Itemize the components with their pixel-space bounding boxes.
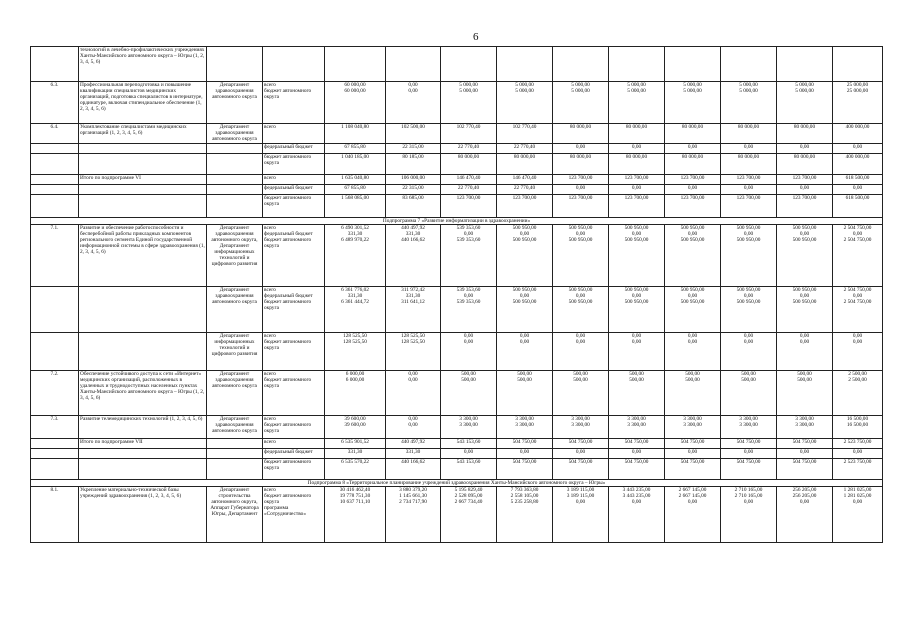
row-code [31,175,79,185]
amount-cell: 0,00 [721,144,777,154]
amount-cell: 0,00 0,00 [777,333,833,371]
amount-cell: 500 950,00 0,00 500 950,00 [721,287,777,333]
amount-cell: 500 950,00 0,00 500 950,00 [721,225,777,287]
amount-cell: 83 685,00 [386,195,441,218]
activity-name [79,195,207,218]
amount-cell: 400 000,00 [833,124,883,144]
funding-source: всего бюджет автономного округа [263,82,325,124]
amount-cell: 0,00 [721,449,777,459]
amount-cell: 0,00 [553,185,609,195]
amount-cell: 80 000,00 [553,124,609,144]
subprogram-title: Подпрограмма 8 «Территориальное планирование учреждений здравоохранения Ханты-Мансийского автономного округа – Югры» [31,480,883,487]
amount-cell: 123 700,00 [497,195,553,218]
amount-cell: 2 504 750,00 0,00 2 504 750,00 [833,287,883,333]
amount-cell: 3 300,00 3 300,00 [721,416,777,439]
amount-cell: 0,00 0,00 [386,371,441,416]
activity-name [79,287,207,333]
amount-cell: 0,00 0,00 [833,333,883,371]
amount-cell: 504 750,00 [665,459,721,480]
funding-source: всего [263,439,325,449]
amount-cell: 6 490 301,52 331,30 6 489 970,22 [325,225,386,287]
table-row [31,449,883,459]
amount-cell: 500,00 500,00 [553,371,609,416]
table-row [31,225,883,287]
row-code [31,144,79,154]
funding-source: всего бюджет автономного округа [263,416,325,439]
table-row [31,333,883,371]
table-row [31,47,883,82]
amount-cell: 504 750,00 [777,459,833,480]
row-code: 6.4. [31,124,79,144]
responsible-executor: Департамент здравоохранения автономного округа [207,287,263,333]
amount-cell: 3 300,00 3 300,00 [609,416,665,439]
budget-table [30,46,883,543]
row-code [31,195,79,218]
table-row [31,439,883,449]
row-code [31,459,79,480]
amount-cell: 500,00 500,00 [441,371,497,416]
amount-cell: 39 600,00 39 600,00 [325,416,386,439]
activity-name [79,185,207,195]
amount-cell: 543 153,60 [441,459,497,480]
responsible-executor [207,154,263,175]
amount-cell: 500 950,00 0,00 500 950,00 [609,225,665,287]
activity-name: Укрепление материально-технической базы учреждений здравоохранения (1, 2, 3, 4, 5, 6) [79,487,207,543]
amount-cell: 0,00 0,00 [497,333,553,371]
amount-cell: 123 700,00 [441,195,497,218]
row-code: 7.3. [31,416,79,439]
amount-cell: 500,00 500,00 [609,371,665,416]
amount-cell: 67 855,80 [325,185,386,195]
amount-cell: 500 950,00 0,00 500 950,00 [777,225,833,287]
amount-cell: 2 710 165,00 2 710 165,00 0,00 [721,487,777,543]
funding-source [263,47,325,82]
amount-cell: 123 700,00 [609,175,665,185]
subprogram-title: Подпрограмма 7 «Развитие информатизации в здравоохранении» [31,218,883,225]
amount-cell: 0,00 [833,185,883,195]
amount-cell: 1 040 185,00 [325,154,386,175]
amount-cell: 5 000,00 5 000,00 [777,82,833,124]
subprogram-header-row [31,218,883,225]
amount-cell: 0,00 [665,449,721,459]
activity-name: Развитие и обеспечение работоспособности и бесперебойной работы прикладных компонентов регионального сегмента Единой государственной информационной системы в сфере здравоохранения (1, 2, 3, 4, 5, 6) [79,225,207,287]
amount-cell: 504 750,00 [497,459,553,480]
row-code [31,47,79,82]
amount-cell: 6 000,00 6 000,00 [325,371,386,416]
amount-cell: 5 000,00 5 000,00 [441,82,497,124]
amount-cell: 0,00 [833,144,883,154]
amount-cell: 331,30 [386,449,441,459]
amount-cell: 5 000,00 5 000,00 [609,82,665,124]
amount-cell: 0,00 0,00 [721,333,777,371]
funding-source: всего бюджет автономного округа программа «Сотрудничество» [263,487,325,543]
amount-cell: 0,00 [777,144,833,154]
funding-source: федеральный бюджет [263,185,325,195]
responsible-executor: Департамент здравоохранения автономного округа, Департамент информационных технологий и цифрового развития [207,225,263,287]
amount-cell: 7 793 363,80 2 558 105,00 5 235 258,80 [497,487,553,543]
amount-cell: 311 972,42 331,30 311 641,12 [386,287,441,333]
activity-name: Итого по подпрограмме VII [79,439,207,449]
amount-cell: 0,00 0,00 [441,333,497,371]
amount-cell: 128 525,50 128 525,50 [325,333,386,371]
funding-source: бюджет автономного округа [263,459,325,480]
amount-cell: 22 315,00 [386,144,441,154]
amount-cell: 123 700,00 [665,175,721,185]
funding-source: всего [263,124,325,144]
row-code [31,439,79,449]
responsible-executor [207,185,263,195]
amount-cell: 256 205,00 256 205,00 0,00 [777,487,833,543]
amount-cell: 504 750,00 [721,459,777,480]
subprogram-header-row [31,480,883,487]
amount-cell: 123 700,00 [553,175,609,185]
amount-cell: 2 523 750,00 [833,439,883,449]
amount-cell: 0,00 [777,185,833,195]
amount-cell: 80 000,00 [665,124,721,144]
amount-cell [665,47,721,82]
table-row [31,287,883,333]
amount-cell: 500 950,00 0,00 500 950,00 [609,287,665,333]
activity-name [79,459,207,480]
amount-cell: 400 000,00 [833,154,883,175]
amount-cell: 6 535 570,22 [325,459,386,480]
responsible-executor: Департамент здравоохранения автономного округа [207,371,263,416]
amount-cell: 6 535 901,52 [325,439,386,449]
responsible-executor [207,439,263,449]
amount-cell: 1 108 040,80 [325,124,386,144]
amount-cell: 3 300,00 3 300,00 [553,416,609,439]
table-row [31,82,883,124]
amount-cell: 539 353,60 0,00 539 353,60 [441,287,497,333]
table-row [31,175,883,185]
table-row [31,487,883,543]
amount-cell: 22 770,40 [497,144,553,154]
amount-cell: 504 750,00 [553,439,609,449]
activity-name [79,144,207,154]
amount-cell: 0,00 [497,449,553,459]
amount-cell: 0,00 0,00 [553,333,609,371]
amount-cell: 80 000,00 [721,154,777,175]
amount-cell: 123 700,00 [721,195,777,218]
amount-cell: 123 700,00 [665,195,721,218]
amount-cell: 2 500,00 2 500,00 [833,371,883,416]
responsible-executor [207,175,263,185]
amount-cell: 5 195 829,40 2 528 095,00 2 667 734,40 [441,487,497,543]
amount-cell: 5 000,00 5 000,00 [721,82,777,124]
row-code [31,185,79,195]
table-row [31,371,883,416]
amount-cell: 0,00 0,00 [386,416,441,439]
amount-cell: 102 770,40 [497,124,553,144]
amount-cell: 500 950,00 0,00 500 950,00 [665,225,721,287]
amount-cell: 0,00 [833,449,883,459]
amount-cell: 440 497,92 [386,439,441,449]
amount-cell: 0,00 [609,185,665,195]
amount-cell: 500,00 500,00 [497,371,553,416]
activity-name: Укомплектование специалистами медицинских организаций (1, 2, 3, 4, 5, 6) [79,124,207,144]
amount-cell: 2 667 145,00 2 667 145,00 0,00 [665,487,721,543]
amount-cell: 80 000,00 [665,154,721,175]
row-code [31,154,79,175]
amount-cell [497,47,553,82]
responsible-executor: Департамент здравоохранения автономного округа [207,416,263,439]
amount-cell: 102 500,00 [386,124,441,144]
funding-source: всего бюджет автономного округа [263,333,325,371]
amount-cell: 16 500,00 16 500,00 [833,416,883,439]
amount-cell: 0,00 [665,144,721,154]
responsible-executor: Департамент информационных технологий и цифрового развития [207,333,263,371]
responsible-executor [207,195,263,218]
activity-name [79,154,207,175]
row-code: 7.2. [31,371,79,416]
activity-name [79,449,207,459]
activity-name: Развитие телемедицинских технологий (1, 2, 3, 4, 5, 6) [79,416,207,439]
amount-cell [553,47,609,82]
activity-name: технологий в лечебно-профилактических учреждениях Ханты-Мансийского автономного округа – Югры (1, 2, 3, 4, 5, 6) [79,47,207,82]
amount-cell: 440 166,62 [386,459,441,480]
page-number: 6 [473,31,479,43]
amount-cell: 504 750,00 [553,459,609,480]
amount-cell: 3 443 235,00 3 443 235,00 0,00 [609,487,665,543]
amount-cell: 0,00 0,00 [609,333,665,371]
amount-cell: 25 000,00 25 000,00 [833,82,883,124]
amount-cell: 3 189 115,00 3 189 115,00 0,00 [553,487,609,543]
amount-cell: 440 497,92 331,30 440 166,62 [386,225,441,287]
responsible-executor: Департамент здравоохранения автономного округа [207,124,263,144]
amount-cell: 128 525,50 128 525,50 [386,333,441,371]
amount-cell: 500,00 500,00 [777,371,833,416]
amount-cell: 80 185,00 [386,154,441,175]
amount-cell: 1 568 085,00 [325,195,386,218]
amount-cell: 0,00 [721,185,777,195]
activity-name [79,333,207,371]
amount-cell: 0,00 [609,449,665,459]
amount-cell: 504 750,00 [721,439,777,449]
amount-cell: 146 470,40 [497,175,553,185]
table-row [31,154,883,175]
table-row [31,416,883,439]
amount-cell [777,47,833,82]
row-code [31,333,79,371]
amount-cell: 80 000,00 [777,124,833,144]
amount-cell: 2 523 750,00 [833,459,883,480]
table-row [31,124,883,144]
amount-cell: 5 000,00 5 000,00 [497,82,553,124]
responsible-executor: Департамент строительства автономного округа, Аппарат Губернатора Югры, Департамент [207,487,263,543]
funding-source: всего федеральный бюджет бюджет автономного округа [263,287,325,333]
amount-cell: 106 000,00 [386,175,441,185]
table-row [31,185,883,195]
responsible-executor [207,47,263,82]
funding-source: федеральный бюджет [263,144,325,154]
amount-cell: 3 300,00 3 300,00 [777,416,833,439]
amount-cell: 0,00 0,00 [665,333,721,371]
funding-source: федеральный бюджет [263,449,325,459]
amount-cell: 80 000,00 [777,154,833,175]
amount-cell: 1 635 040,80 [325,175,386,185]
responsible-executor [207,449,263,459]
amount-cell [609,47,665,82]
amount-cell: 0,00 [553,449,609,459]
amount-cell [721,47,777,82]
amount-cell: 30 416 462,40 19 778 751,30 10 637 711,10 [325,487,386,543]
row-code: 8.1. [31,487,79,543]
funding-source: бюджет автономного округа [263,154,325,175]
amount-cell: 543 153,60 [441,439,497,449]
funding-source: бюджет автономного округа [263,195,325,218]
amount-cell: 3 300,00 3 300,00 [497,416,553,439]
amount-cell: 146 470,40 [441,175,497,185]
amount-cell: 500 950,00 0,00 500 950,00 [665,287,721,333]
amount-cell: 504 750,00 [609,459,665,480]
amount-cell: 504 750,00 [777,439,833,449]
amount-cell: 123 700,00 [609,195,665,218]
responsible-executor [207,144,263,154]
amount-cell: 80 000,00 [609,154,665,175]
amount-cell: 0,00 [665,185,721,195]
amount-cell: 500 950,00 0,00 500 950,00 [777,287,833,333]
amount-cell: 123 700,00 [721,175,777,185]
table-row [31,459,883,480]
amount-cell: 5 000,00 5 000,00 [553,82,609,124]
amount-cell: 80 000,00 [609,124,665,144]
amount-cell [386,47,441,82]
activity-name: Итого по подпрограмме VI [79,175,207,185]
amount-cell: 504 750,00 [665,439,721,449]
amount-cell: 123 700,00 [777,195,833,218]
amount-cell: 22 315,00 [386,185,441,195]
table-row [31,144,883,154]
amount-cell: 618 500,00 [833,175,883,185]
row-code: 7.1. [31,225,79,287]
table-row [31,195,883,218]
amount-cell: 500,00 500,00 [665,371,721,416]
amount-cell: 504 750,00 [497,439,553,449]
amount-cell: 1 281 025,00 1 281 025,00 0,00 [833,487,883,543]
amount-cell [833,47,883,82]
amount-cell: 80 000,00 [497,154,553,175]
amount-cell: 22 770,40 [441,185,497,195]
row-code [31,287,79,333]
amount-cell [441,47,497,82]
amount-cell: 500,00 500,00 [721,371,777,416]
amount-cell: 123 700,00 [553,195,609,218]
amount-cell: 3 300,00 3 300,00 [441,416,497,439]
amount-cell: 22 770,40 [441,144,497,154]
activity-name: Профессиональная переподготовка и повышение квалификации специалистов медицинских организаций, подготовка специалистов в интернатуре, ординатуре, включая стипендиальное обеспечение (1, 2, 3, 4, 5, 6) [79,82,207,124]
amount-cell: 0,00 [553,144,609,154]
amount-cell: 2 504 750,00 0,00 2 504 750,00 [833,225,883,287]
amount-cell: 102 770,40 [441,124,497,144]
responsible-executor: Департамент здравоохранения автономного округа [207,82,263,124]
amount-cell: 3 300,00 3 300,00 [665,416,721,439]
row-code: 6.3. [31,82,79,124]
amount-cell: 6 361 776,02 331,30 6 361 444,72 [325,287,386,333]
amount-cell: 0,00 [777,449,833,459]
amount-cell: 80 000,00 [441,154,497,175]
amount-cell: 60 000,00 60 000,00 [325,82,386,124]
amount-cell: 0,00 0,00 [386,82,441,124]
amount-cell: 500 950,00 0,00 500 950,00 [553,225,609,287]
amount-cell: 67 855,80 [325,144,386,154]
amount-cell: 3 880 379,20 1 145 661,30 2 734 717,90 [386,487,441,543]
responsible-executor [207,459,263,480]
amount-cell: 500 950,00 0,00 500 950,00 [497,225,553,287]
amount-cell: 123 700,00 [777,175,833,185]
amount-cell: 22 770,40 [497,185,553,195]
amount-cell: 0,00 [609,144,665,154]
amount-cell: 5 000,00 5 000,00 [665,82,721,124]
amount-cell: 618 500,00 [833,195,883,218]
funding-source: всего бюджет автономного округа [263,371,325,416]
amount-cell: 504 750,00 [609,439,665,449]
amount-cell: 331,30 [325,449,386,459]
row-code [31,449,79,459]
amount-cell: 500 950,00 0,00 500 950,00 [497,287,553,333]
activity-name: Обеспечение устойчивого доступа к сети «Интернет» медицинских организаций, расположенных в удаленных и труднодоступных населенных пунктах Ханты-Мансийского автономного округа – Югры (1, 2, 3, 4, 5, 6) [79,371,207,416]
amount-cell: 500 950,00 0,00 500 950,00 [553,287,609,333]
amount-cell: 539 353,60 0,00 539 353,60 [441,225,497,287]
funding-source: всего [263,175,325,185]
amount-cell: 80 000,00 [553,154,609,175]
amount-cell [325,47,386,82]
funding-source: всего федеральный бюджет бюджет автономного округа [263,225,325,287]
amount-cell: 80 000,00 [721,124,777,144]
amount-cell: 0,00 [441,449,497,459]
